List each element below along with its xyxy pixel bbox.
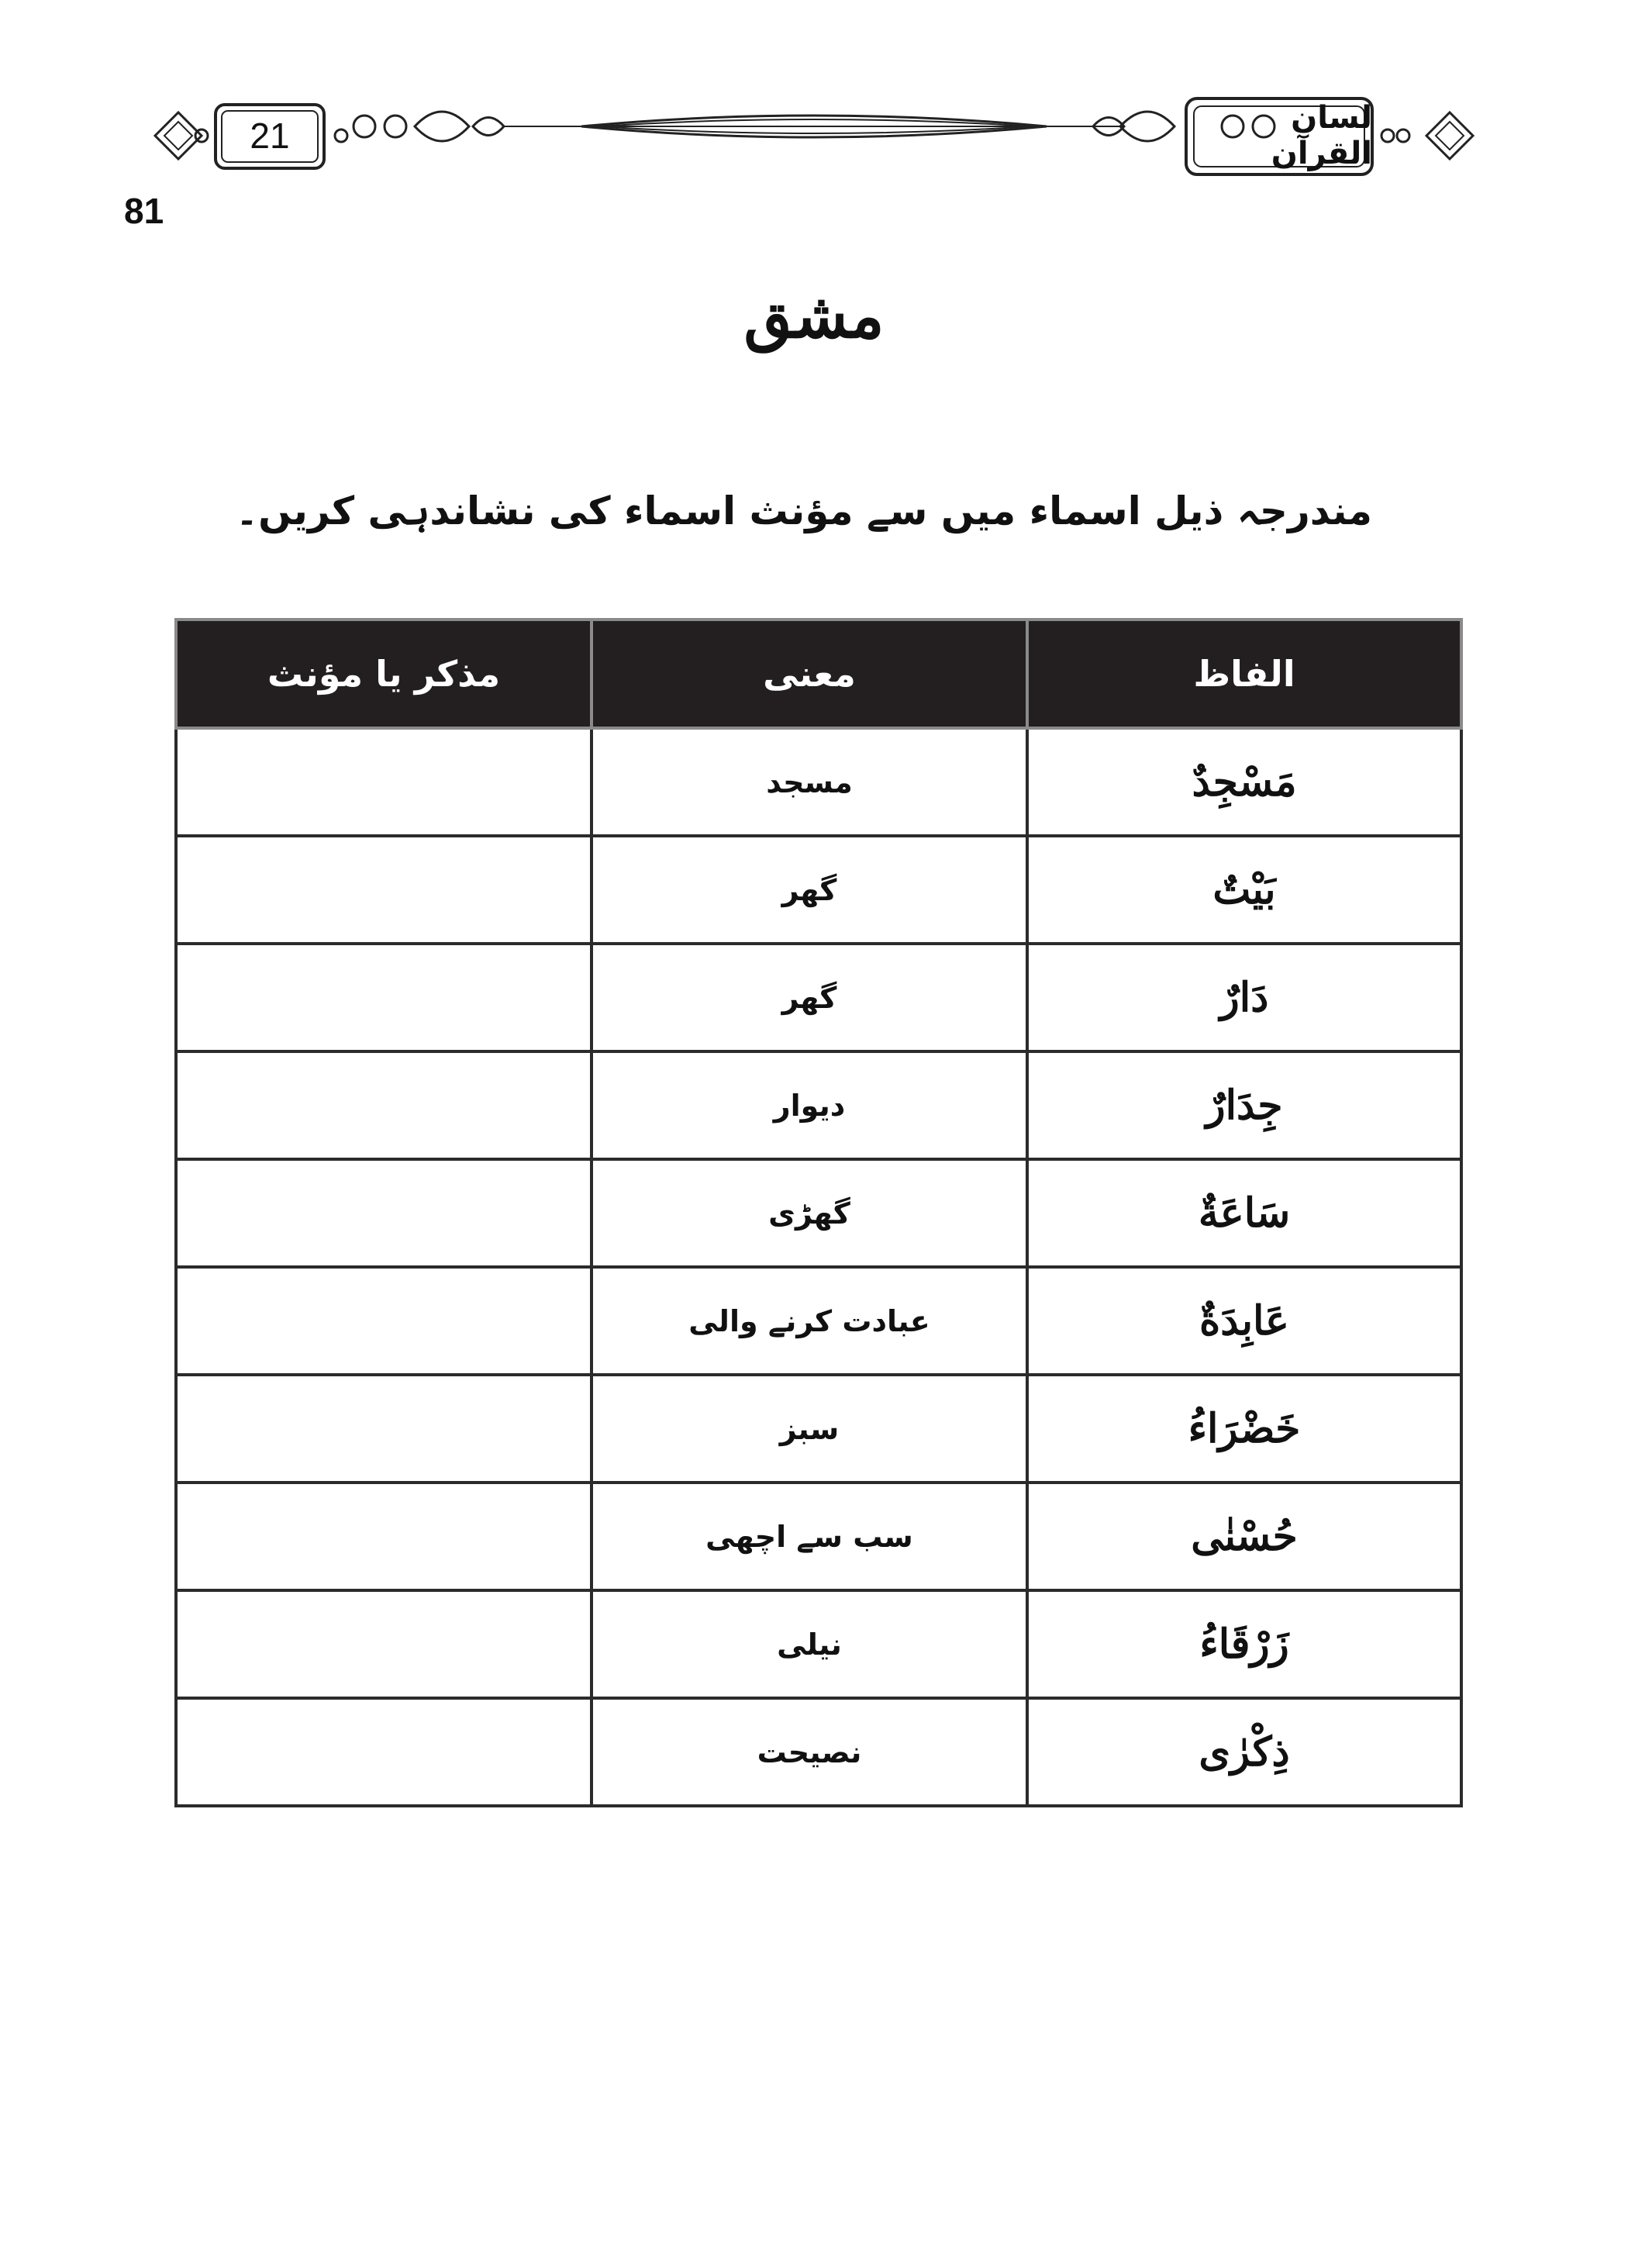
- table-row: [176, 1051, 1461, 1159]
- gender-answer-cell[interactable]: [176, 836, 592, 944]
- meaning-cell: گھر: [592, 944, 1027, 1051]
- exercise-table: [174, 618, 1463, 1807]
- word-cell: حُسْنٰى: [1027, 1483, 1461, 1590]
- page-title: مشق: [743, 279, 885, 352]
- table-row: [176, 1159, 1461, 1267]
- gender-answer-cell[interactable]: [176, 1375, 592, 1483]
- word-cell: خَضْرَاءُ: [1027, 1375, 1461, 1483]
- gender-answer-cell[interactable]: [176, 1698, 592, 1806]
- meaning-cell: دیوار: [592, 1051, 1027, 1159]
- word-cell: دَارٌ: [1027, 944, 1461, 1051]
- table-row: [176, 1267, 1461, 1375]
- table-header-row: [176, 620, 1461, 728]
- word-cell: زَرْقَاءُ: [1027, 1590, 1461, 1698]
- gender-answer-cell[interactable]: [176, 1051, 592, 1159]
- header-meaning: معنی: [592, 620, 1027, 728]
- header-words: الفاظ: [1027, 620, 1461, 728]
- word-cell: بَيْتٌ: [1027, 836, 1461, 944]
- gender-answer-cell[interactable]: [176, 1590, 592, 1698]
- table-row: [176, 1375, 1461, 1483]
- word-cell: ذِكْرٰى: [1027, 1698, 1461, 1806]
- word-cell: مَسْجِدٌ: [1027, 728, 1461, 836]
- meaning-cell: نیلی: [592, 1590, 1027, 1698]
- gender-answer-cell[interactable]: [176, 728, 592, 836]
- table-row: [176, 1483, 1461, 1590]
- meaning-cell: سب سے اچھی: [592, 1483, 1027, 1590]
- exercise-instruction: مندرجہ ذیل اسماء میں سے مؤنث اسماء کی نشاندہی کریں۔: [235, 488, 1372, 533]
- book-title: لسان القرآن: [1271, 100, 1372, 171]
- meaning-cell: سبز: [592, 1375, 1027, 1483]
- word-cell: جِدَارٌ: [1027, 1051, 1461, 1159]
- meaning-cell: گھڑی: [592, 1159, 1027, 1267]
- gender-answer-cell[interactable]: [176, 944, 592, 1051]
- meaning-cell: عبادت کرنے والی: [592, 1267, 1027, 1375]
- table-row: [176, 944, 1461, 1051]
- word-cell: سَاعَةٌ: [1027, 1159, 1461, 1267]
- table-row: [176, 1590, 1461, 1698]
- table-row: [176, 1698, 1461, 1806]
- gender-answer-cell[interactable]: [176, 1267, 592, 1375]
- gender-answer-cell[interactable]: [176, 1483, 592, 1590]
- table-row: [176, 728, 1461, 836]
- meaning-cell: نصیحت: [592, 1698, 1027, 1806]
- gender-answer-cell[interactable]: [176, 1159, 592, 1267]
- side-page-number: 81: [124, 191, 164, 231]
- header-gender: مذکر یا مؤنث: [176, 620, 592, 728]
- page-number: 21: [250, 116, 290, 156]
- meaning-cell: گھر: [592, 836, 1027, 944]
- table-row: [176, 836, 1461, 944]
- meaning-cell: مسجد: [592, 728, 1027, 836]
- word-cell: عَابِدَةٌ: [1027, 1267, 1461, 1375]
